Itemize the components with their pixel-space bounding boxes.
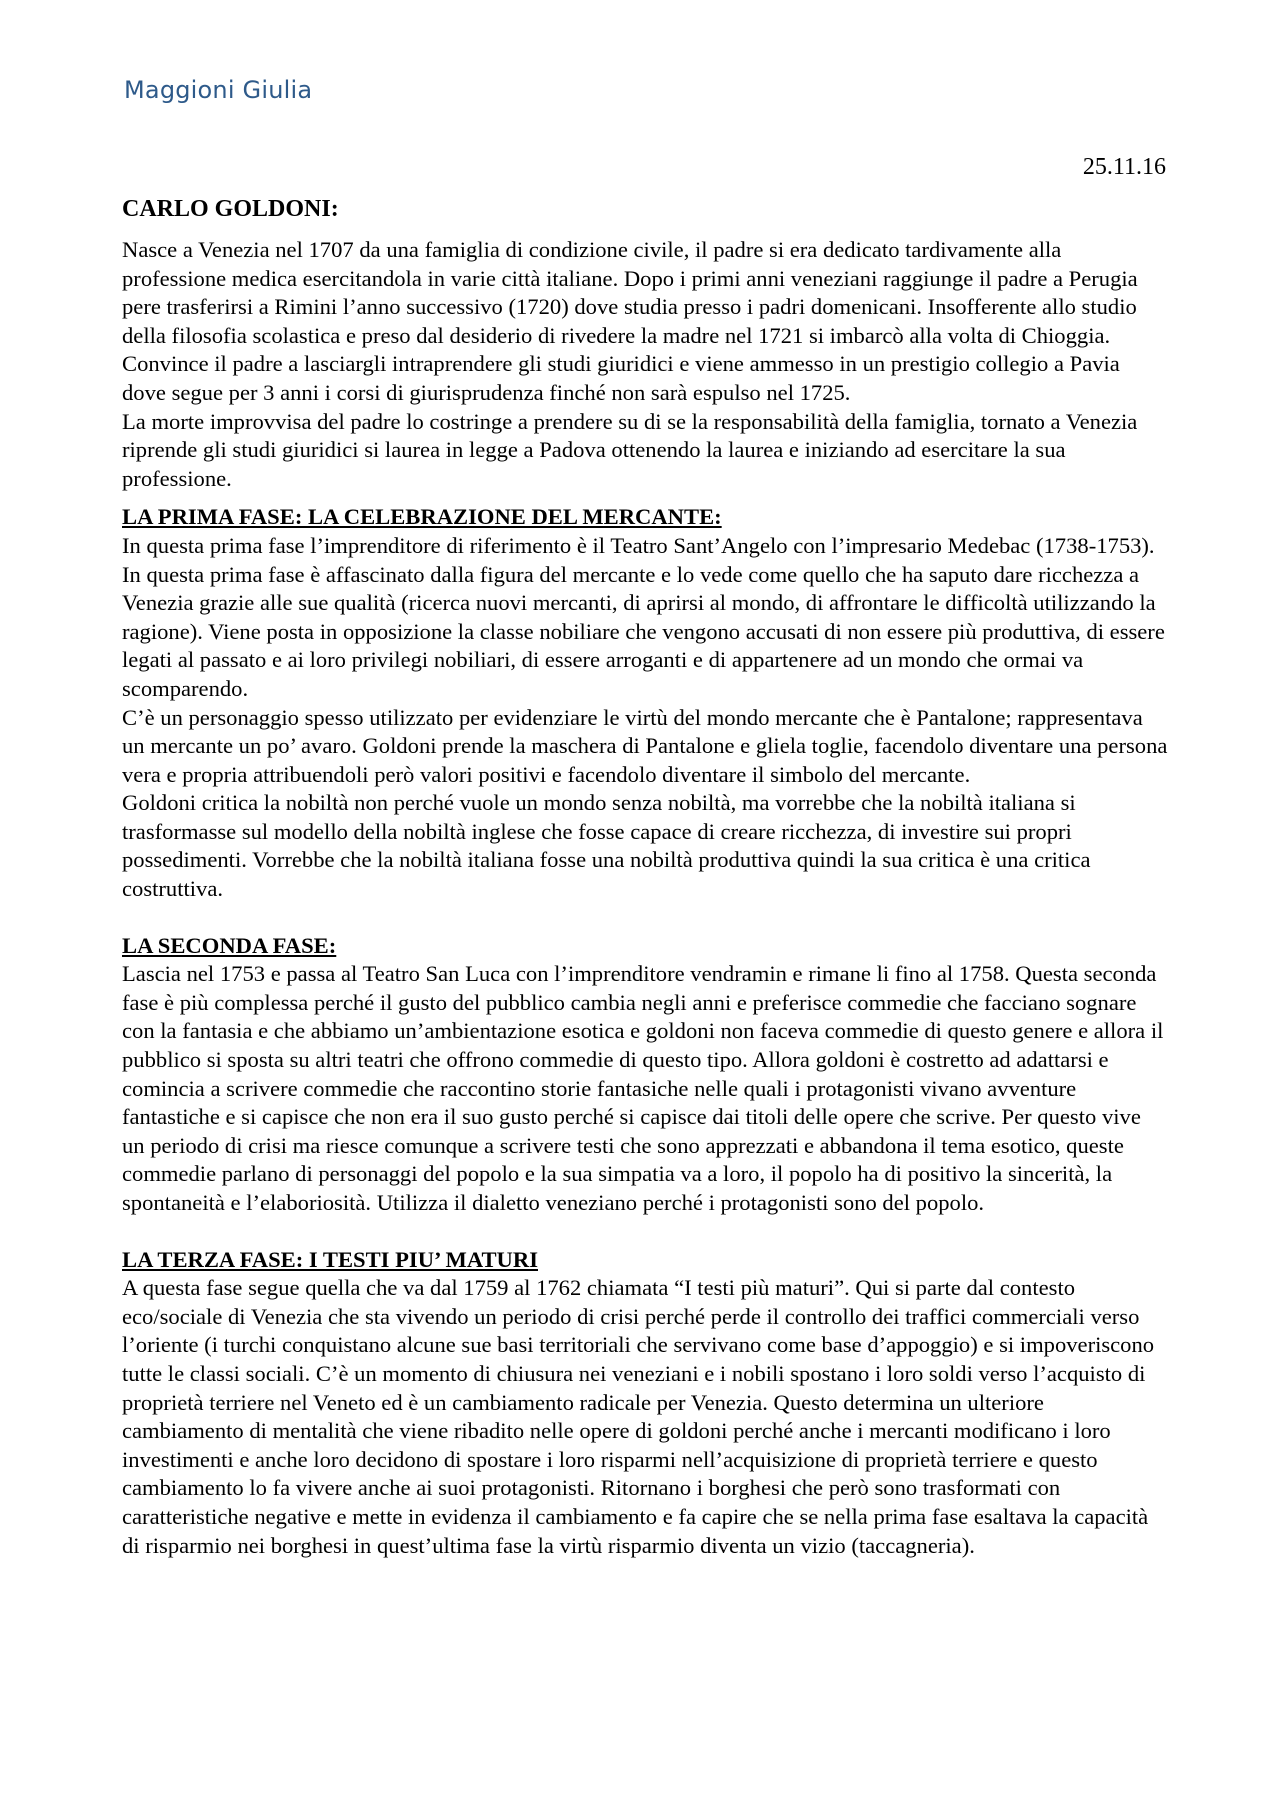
section-paragraph: C’è un personaggio spesso utilizzato per evidenziare le virtù del mondo mercante che è Pantalone; rappresentava un mercante un po’ avaro. Goldoni prende la maschera di Pantalone e gliela toglie, facendolo diventare una persona vera e propria attribuendoli però valori positivi e facendolo diventare il simbolo del mercante. <box>122 704 1168 787</box>
document-title: CARLO GOLDONI: <box>122 196 339 222</box>
section-prima-fase <box>122 503 1168 903</box>
intro-paragraph: Nasce a Venezia nel 1707 da una famiglia di condizione civile, il padre si era dedicato tardivamente alla professione medica esercitandola in varie città italiane. Dopo i primi anni veneziani raggiunge il padre a Perugia pere trasferirsi a Rimini l’anno successivo (1720) dove studia presso i padri domenicani. Insofferente allo studio della filosofia scolastica e preso dal desiderio di rivedere la madre nel 1721 si imbarcò alla volta di Chioggia. Convince il padre a lasciargli intraprendere gli studi giuridici e viene ammesso in un prestigio collegio a Pavia dove segue per 3 anni i corsi di giurisprudenza finché non sarà espulso nel 1725. <box>122 237 1138 405</box>
author-name: Maggioni Giulia <box>124 76 313 104</box>
intro-paragraph: La morte improvvisa del padre lo costringe a prendere su di se la responsabilità della famiglia, tornato a Venezia riprende gli studi giuridici si laurea in legge a Padova ottenendo la laurea e iniziando ad esercitare la sua professione. <box>122 408 1138 491</box>
section-paragraph: Goldoni critica la nobiltà non perché vuole un mondo senza nobiltà, ma vorrebbe che la nobiltà italiana si trasformasse sul modello della nobiltà inglese che fosse capace di creare ricchezza, di investire sui propri possedimenti. Vorrebbe che la nobiltà italiana fosse una nobiltà produttiva quindi la sua critica è una critica costruttiva. <box>122 790 1091 902</box>
section-paragraph: Lascia nel 1753 e passa al Teatro San Luca con l’imprenditore vendramin e rimane li fino al 1758. Questa seconda fase è più complessa perché il gusto del pubblico cambia negli anni e preferisce commedie che facciano sognare con la fantasia e che abbiamo un’ambientazione esotica e goldoni non faceva commedie di questo genere e allora il pubblico si sposta su altri teatri che offrono commedie di questo tipo. Allora goldoni è costretto ad adattarsi e comincia a scrivere commedie che raccontino storie fantasiche nelle quali i protagonisti vivano avventure fantastiche e si capisce che non era il suo gusto perché si capisce dai titoli delle opere che scrive. Per questo vive un periodo di crisi ma riesce comunque a scrivere testi che sono apprezzati e abbandona il tema esotico, queste commedie parlano di personaggi del popolo e la sua simpatia va a loro, il popolo ha di positivo la sincerità, la spontaneità e l’elaboriosità. Utilizza il dialetto veneziano perché i protagonisti sono del popolo. <box>122 961 1164 1215</box>
section-paragraph: A questa fase segue quella che va dal 1759 al 1762 chiamata “I testi più maturi”. Qui si parte dal contesto eco/sociale di Venezia che sta vivendo un periodo di crisi perché perde il controllo dei traffici commerciali verso l’oriente (i turchi conquistano alcune sue basi territoriali che servivano come base d’appoggio) e si impoveriscono tutte le classi sociali. C’è un momento di chiusura nei veneziani e i nobili spostano i loro soldi verso l’acquisto di proprietà terriere nel Veneto ed è un cambiamento radicale per Venezia. Questo determina un ulteriore cambiamento di mentalità che viene ribadito nelle opere di goldoni perché anche i mercanti modificano i loro investimenti e anche loro decidono di spostare i loro risparmi nell’acquisizione di proprietà terriere e questo cambiamento lo fa vivere anche ai suoi protagonisti. Ritornano i borghesi che però sono trasformati con caratteristiche negative e mette in evidenza il cambiamento e fa capire che se nella prima fase esaltava la capacità di risparmio nei borghesi in quest’ultima fase la virtù risparmio diventa un vizio (taccagneria). <box>122 1275 1155 1558</box>
section-heading: LA PRIMA FASE: LA CELEBRAZIONE DEL MERCANTE: <box>122 504 722 530</box>
section-paragraph: In questa prima fase l’imprenditore di riferimento è il Teatro Sant’Angelo con l’impresario Medebac (1738-1753). In questa prima fase è affascinato dalla figura del mercante e lo vede come quello che ha saputo dare ricchezza a Venezia grazie alle sue qualità (ricerca nuovi mercanti, di aprirsi al mondo, di affrontare le difficoltà utilizzando la ragione). Viene posta in opposizione la classe nobiliare che vengono accusati di non essere più produttiva, di essere legati al passato e ai loro privilegi nobiliari, di essere arroganti e di appartenere ad un mondo che ormai va scomparendo. <box>122 532 1165 701</box>
intro-section <box>122 236 1168 493</box>
document-body <box>122 194 1168 1560</box>
section-terza-fase <box>122 1246 1168 1561</box>
document-date: 25.11.16 <box>1082 154 1166 180</box>
section-heading: LA TERZA FASE: I TESTI PIU’ MATURI <box>122 1246 538 1272</box>
section-heading: LA SECONDA FASE: <box>122 932 337 958</box>
section-seconda-fase <box>122 932 1168 1218</box>
